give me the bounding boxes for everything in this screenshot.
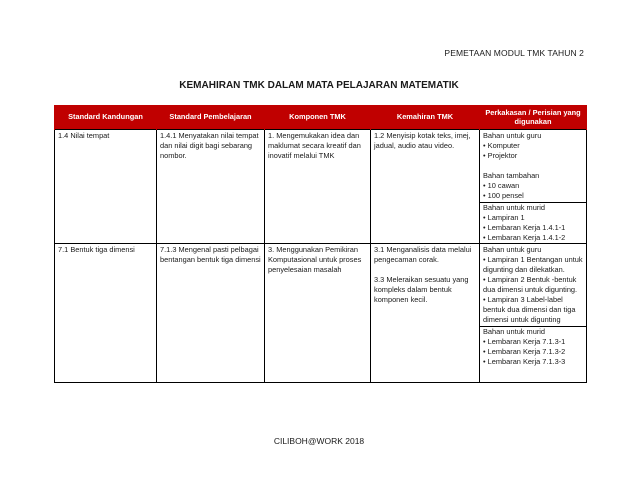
column-header-komponen-tmk: Komponen TMK [265, 105, 371, 130]
table-header-row [55, 105, 587, 130]
resource-item: • Lembaran Kerja 1.4.1-2 [483, 233, 566, 242]
standard-kandungan-text: 1.4 Nilai tempat [58, 131, 110, 140]
page-header: PEMETAAN MODUL TMK TAHUN 2 [444, 48, 584, 58]
resource-item: • Lampiran 2 Bentuk -bentuk dua dimensi untuk digunting. [483, 275, 579, 294]
resources-murid [480, 326, 586, 367]
resources-murid-label: Bahan untuk murid [483, 203, 546, 212]
komponen-tmk-text: 1. Mengemukakan idea dan maklumat secara kreatif dan inovatif melalui TMK [268, 131, 363, 160]
resource-item: • Lembaran Kerja 7.1.3-3 [483, 357, 566, 366]
column-header-standard-kandungan: Standard Kandungan [55, 105, 157, 130]
table-row [55, 130, 587, 244]
resources-tambahan [483, 171, 583, 201]
cell-standard-kandungan [55, 130, 157, 244]
cell-kemahiran-tmk [371, 130, 480, 244]
resource-item: • Lampiran 1 Bentangan untuk digunting dan dilekatkan. [483, 255, 585, 274]
resource-item: • 10 cawan [483, 181, 520, 190]
cell-standard-kandungan [55, 244, 157, 383]
resource-item: • Lampiran 1 [483, 213, 525, 222]
resources-guru [483, 245, 583, 325]
column-header-kemahiran-tmk: Kemahiran TMK [371, 105, 480, 130]
table-row [55, 244, 587, 383]
resource-item: • 100 pensel [483, 191, 524, 200]
kemahiran-tmk-text: 1.2 Menyisip kotak teks, imej, jadual, audio atau video. [374, 131, 473, 150]
column-header-perkakasan: Perkakasan / Perisian yang digunakan [480, 105, 587, 130]
document-title: KEMAHIRAN TMK DALAM MATA PELAJARAN MATEMATIK [179, 80, 459, 91]
page-footer: CILIBOH@WORK 2018 [273, 436, 365, 446]
cell-komponen-tmk [265, 244, 371, 383]
resource-item: • Lembaran Kerja 7.1.3-1 [483, 337, 566, 346]
tmk-mapping-table [54, 105, 587, 383]
standard-pembelajaran-text: 7.1.3 Mengenal pasti pelbagai bentangan bentuk tiga dimensi [160, 245, 261, 264]
resource-item: • Lampiran 3 Label-label bentuk dua dimensi dan tiga dimensi untuk digunting [483, 295, 578, 324]
resource-item: • Komputer [483, 141, 520, 150]
resources-guru [483, 131, 583, 161]
cell-standard-pembelajaran [157, 130, 265, 244]
resources-murid-label: Bahan untuk murid [483, 327, 546, 336]
cell-standard-pembelajaran [157, 244, 265, 383]
resource-item: • Projektor [483, 151, 518, 160]
standard-pembelajaran-text: 1.4.1 Menyatakan nilai tempat dan nilai digit bagi sebarang nombor. [160, 131, 261, 160]
cell-kemahiran-tmk [371, 244, 480, 383]
cell-resources [480, 130, 587, 244]
column-header-standard-pembelajaran: Standard Pembelajaran [157, 105, 265, 130]
resource-item: • Lembaran Kerja 1.4.1-1 [483, 223, 566, 232]
komponen-tmk-text: 3. Menggunakan Pemikiran Komputasional untuk proses penyelesaian masalah [268, 245, 364, 274]
resources-murid [480, 202, 586, 243]
resources-spacer [483, 161, 583, 171]
resources-guru-label: Bahan untuk guru [483, 245, 542, 254]
cell-resources [480, 244, 587, 383]
resources-tambahan-label: Bahan tambahan [483, 171, 540, 180]
kemahiran-tmk-text: 3.1 Menganalisis data melalui pengecaman corak. 3.3 Meleraikan sesuatu yang kompleks dalam bentuk komponen kecil. [374, 245, 472, 304]
cell-komponen-tmk [265, 130, 371, 244]
standard-kandungan-text: 7.1 Bentuk tiga dimensi [58, 245, 135, 254]
resource-item: • Lembaran Kerja 7.1.3-2 [483, 347, 566, 356]
resources-guru-label: Bahan untuk guru [483, 131, 542, 140]
